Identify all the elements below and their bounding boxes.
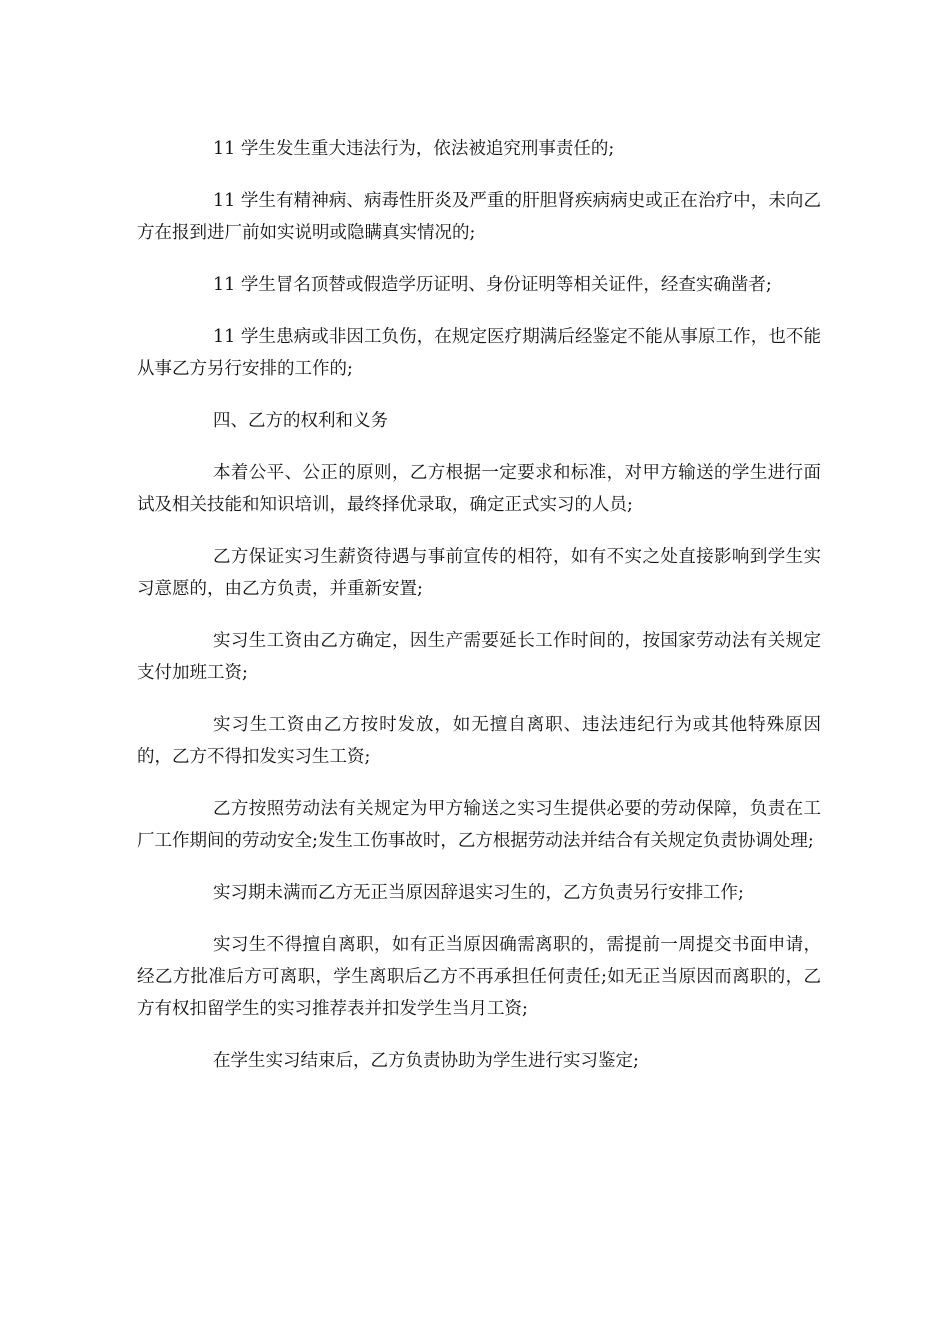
clause-resignation: 实习生不得擅自离职，如有正当原因确需离职的，需提前一周提交书面申请，经乙方批准后方可离职，学生离职后乙方不再承担任何责任;如无正当原因而离职的，乙方有权扣留学生的实习推荐表并扣发学生当月工资; <box>137 935 821 1019</box>
document-body <box>137 133 821 1097</box>
clause-dismissal: 实习期未满而乙方无正当原因辞退实习生的，乙方负责另行安排工作; <box>213 883 744 903</box>
clause-criminal-liability: 11 学生发生重大违法行为，依法被追究刑事责任的; <box>213 139 615 159</box>
clause-internship-appraisal: 在学生实习结束后，乙方负责协助为学生进行实习鉴定; <box>213 1051 639 1071</box>
section-heading-rights-obligations: 四、乙方的权利和义务 <box>213 411 388 431</box>
clause-medical-history: 11 学生有精神病、病毒性肝炎及严重的肝胆肾疾病病史或正在治疗中，未向乙方在报到进厂前如实说明或隐瞒真实情况的; <box>137 191 821 243</box>
clause-selection-training: 本着公平、公正的原则，乙方根据一定要求和标准，对甲方输送的学生进行面试及相关技能和知识培训，最终择优录取，确定正式实习的人员; <box>137 463 821 515</box>
clause-false-documents: 11 学生冒名顶替或假造学历证明、身份证明等相关证件，经查实确凿者; <box>213 275 772 295</box>
clause-salary-guarantee: 乙方保证实习生薪资待遇与事前宣传的相符，如有不实之处直接影响到学生实习意愿的，由乙方负责，并重新安置; <box>137 547 821 599</box>
clause-labor-protection: 乙方按照劳动法有关规定为甲方输送之实习生提供必要的劳动保障，负责在工厂工作期间的劳动安全;发生工伤事故时，乙方根据劳动法并结合有关规定负责协调处理; <box>137 799 821 851</box>
clause-overtime-pay: 实习生工资由乙方确定，因生产需要延长工作时间的，按国家劳动法有关规定支付加班工资; <box>137 631 821 683</box>
clause-illness-injury: 11 学生患病或非因工负伤，在规定医疗期满后经鉴定不能从事原工作，也不能从事乙方另行安排的工作的; <box>137 327 821 379</box>
clause-wage-payment: 实习生工资由乙方按时发放，如无擅自离职、违法违纪行为或其他特殊原因的，乙方不得扣发实习生工资; <box>137 715 821 767</box>
